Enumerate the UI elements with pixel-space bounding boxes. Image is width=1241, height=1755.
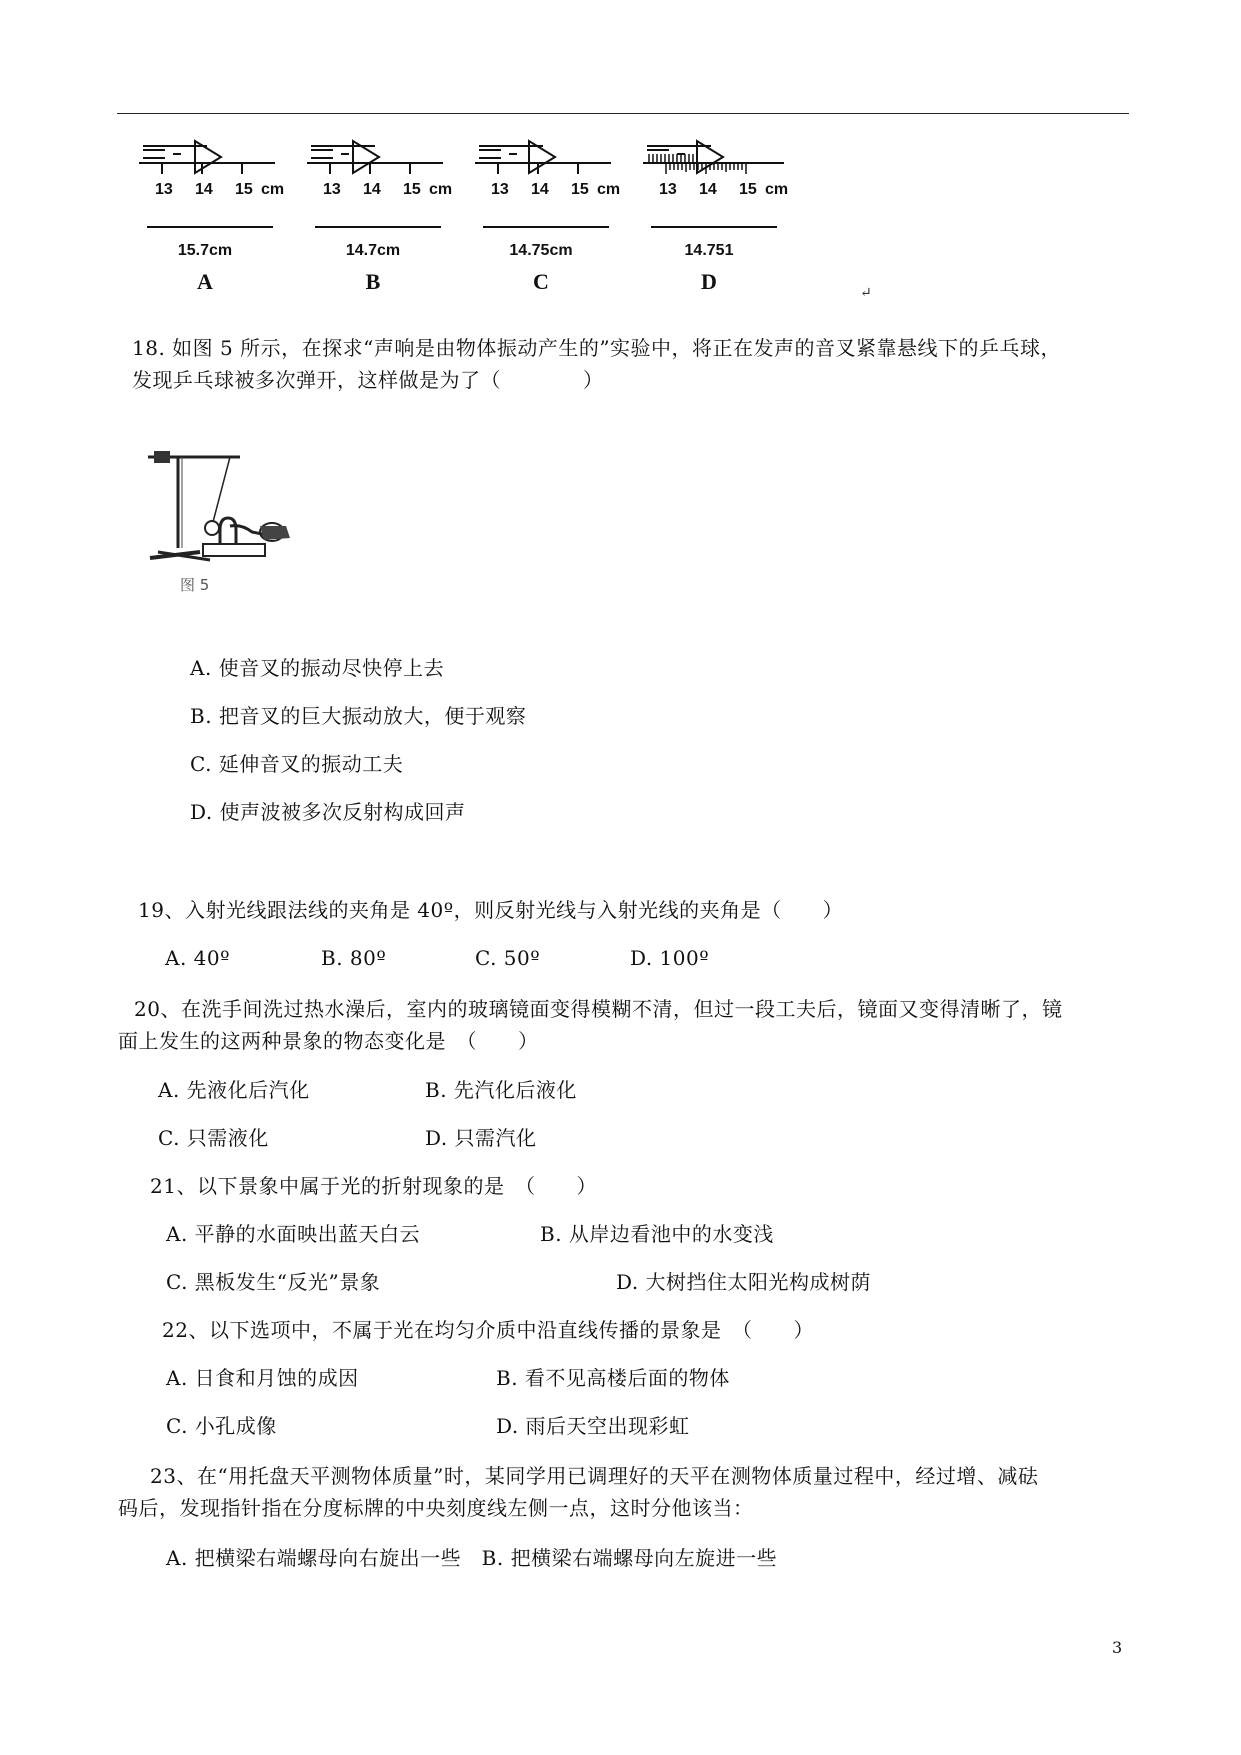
ruler-d-tick-15: 15 [739,181,757,198]
ruler-b [293,128,453,303]
ruler-d-reading: 14.751 [684,242,734,259]
q19-stem: 19、入射光线跟法线的夹角是 40º，则反射光线与入射光线的夹角是（ ） [138,898,844,922]
ruler-a-letter: A [197,269,213,294]
q22-option-d: D. 雨后天空出现彩虹 [496,1414,690,1438]
ruler-c-tick-13: 13 [491,181,509,198]
q21-stem: 21、以下景象中属于光的折射现象的是 （ ） [150,1174,597,1198]
ruler-d-underline [629,224,789,230]
figure-5-label: 图 5 [180,576,210,594]
ruler-d-unit: cm [765,181,789,198]
ruler-a-reading: 15.7cm [177,242,233,259]
ruler-d-tick-14: 14 [699,181,717,198]
q18-option-d: D. 使声波被多次反射构成回声 [190,800,466,824]
q20-option-d: D. 只需汽化 [425,1126,537,1150]
ruler-c [461,128,621,303]
q21-option-b: B. 从岸边看池中的水变浅 [540,1222,774,1246]
ruler-figure [125,128,865,303]
tuning-fork-drawing [140,440,310,570]
q23-stem-line2: 码后，发现指针指在分度标牌的中央刻度线左侧一点，这时分他该当： [118,1496,754,1520]
ruler-a [125,128,285,303]
ruler-c-tick-15: 15 [571,181,589,198]
ruler-d-tick-13: 13 [659,181,677,198]
ruler-b-unit: cm [429,181,453,198]
q18-option-a: A. 使音叉的振动尽快停上去 [190,656,445,680]
ruler-b-tick-13: 13 [323,181,341,198]
ruler-a-tick-15: 15 [235,181,253,198]
q18-option-c: C. 延伸音叉的振动工夫 [190,752,404,776]
ruler-a-tick-14: 14 [195,181,213,198]
q21-option-d: D. 大树挡住太阳光构成树荫 [616,1270,872,1294]
q20-stem-line2: 面上发生的这两种景象的物态变化是 （ ） [118,1029,539,1053]
q19-option-b: B. 80º [321,946,387,970]
return-mark: ↵ [860,285,872,301]
q20-option-b: B. 先汽化后液化 [425,1078,577,1102]
q19-option-d: D. 100º [630,946,710,970]
ruler-d [629,128,789,303]
header-rule [117,113,1129,114]
q18-stem-line2: 发现乒乓球被多次弹开，这样做是为了（ ） [132,368,604,392]
ruler-c-tick-14: 14 [531,181,549,198]
ruler-a-unit: cm [261,181,285,198]
figure-5-tuning-fork-apparatus [140,440,310,600]
ruler-b-underline [293,224,453,230]
ruler-b-tick-15: 15 [403,181,421,198]
q22-option-b: B. 看不见高楼后面的物体 [496,1366,730,1390]
q22-option-c: C. 小孔成像 [166,1414,277,1438]
ruler-b-reading: 14.7cm [345,242,401,259]
q18-stem-line1: 18. 如图 5 所示，在探求“声响是由物体振动产生的”实验中，将正在发声的音叉紧靠悬线下的乒乓球， [132,336,1062,360]
q21-option-c: C. 黑板发生“反光”景象 [166,1270,381,1294]
ruler-b-letter: B [365,269,381,294]
page-number: 3 [1112,1638,1123,1657]
q20-option-c: C. 只需液化 [158,1126,269,1150]
ruler-c-underline [461,224,621,230]
ruler-c-reading: 14.75cm [509,242,573,259]
q18-option-b: B. 把音叉的巨大振动放大，便于观察 [190,704,527,728]
ruler-c-unit: cm [597,181,621,198]
q22-stem: 22、以下选项中，不属于光在均匀介质中沿直线传播的景象是 （ ） [162,1318,814,1342]
ruler-a-underline [125,224,285,230]
q21-option-a: A. 平静的水面映出蓝天白云 [166,1222,421,1246]
q22-option-a: A. 日食和月蚀的成因 [166,1366,359,1390]
ruler-a-tick-13: 13 [155,181,173,198]
q19-option-c: C. 50º [475,946,541,970]
q23-stem-line1: 23、在“用托盘天平测物体质量”时，某同学用已调理好的天平在测物体质量过程中，经过增、减砝 [150,1464,1039,1488]
ruler-c-letter: C [533,269,549,294]
q19-option-a: A. 40º [165,946,231,970]
q20-stem-line1: 20、在洗手间洗过热水澡后，室内的玻璃镜面变得模糊不清，但过一段工夫后，镜面又变得清晰了，镜 [134,997,1063,1021]
q20-option-a: A. 先液化后汽化 [158,1078,310,1102]
ruler-b-tick-14: 14 [363,181,381,198]
q23-options: A. 把横梁右端螺母向右旋出一些 B. 把横梁右端螺母向左旋进一些 [166,1546,778,1570]
ruler-d-letter: D [701,269,717,294]
